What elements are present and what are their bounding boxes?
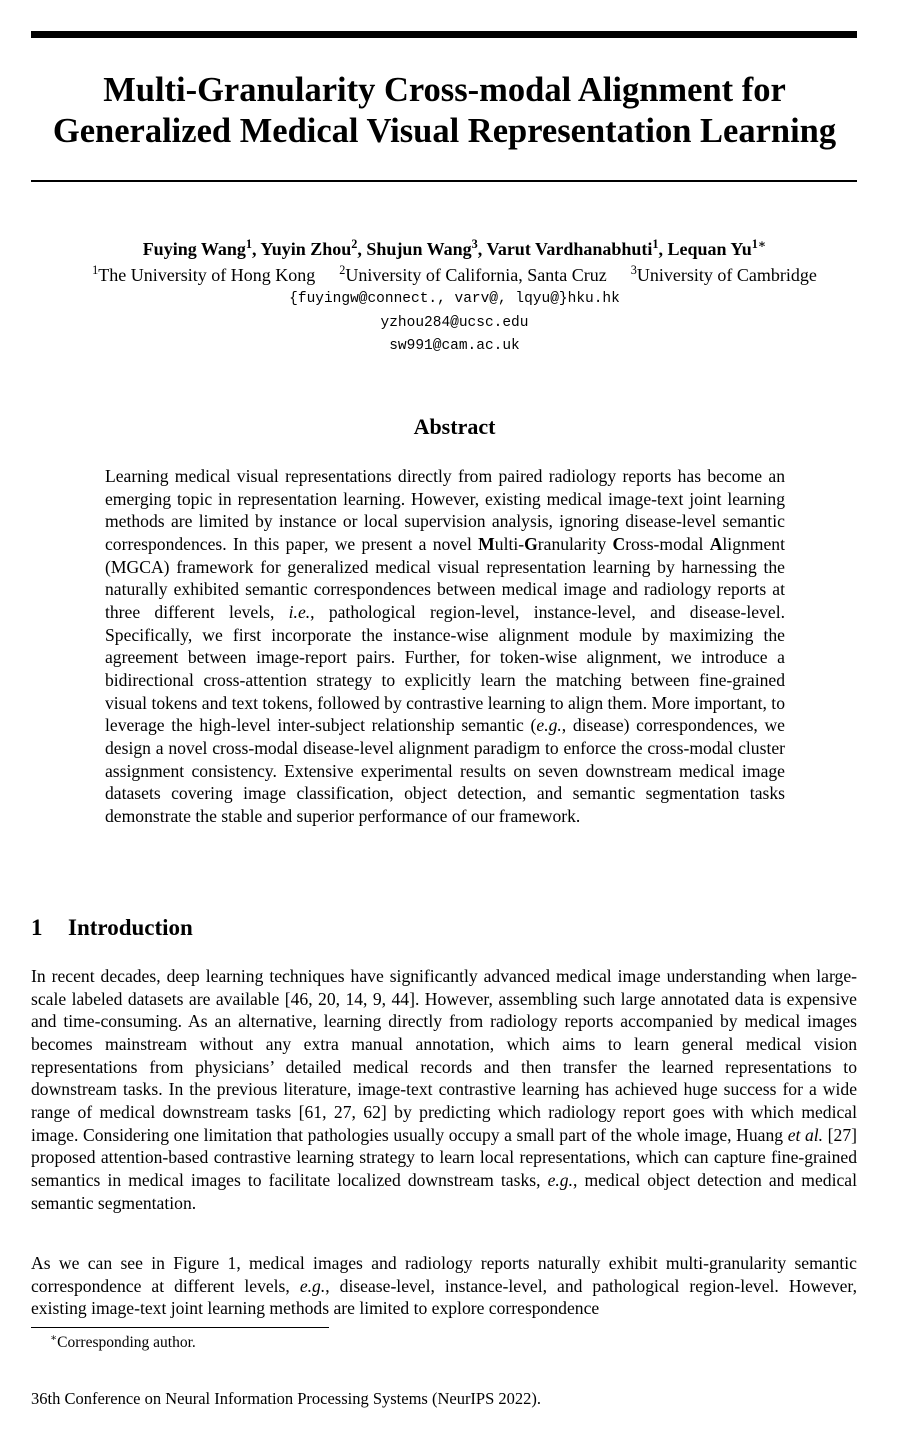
email-line: sw991@cam.ac.uk <box>389 338 520 354</box>
section-title: Introduction <box>68 915 193 940</box>
email-line: yzhou284@ucsc.edu <box>380 315 529 331</box>
footnote <box>50 1333 196 1353</box>
author-name: Shujun Wang <box>366 239 472 259</box>
affiliation-list <box>0 264 909 286</box>
author-affil-mark: 3 <box>471 237 478 251</box>
affiliation: $^2$University of California, Santa Cruz <box>339 263 607 285</box>
author-affil-mark: 1∗ <box>751 237 767 251</box>
author-affil-mark: 1 <box>652 237 659 251</box>
paragraph-text: As we can see in Figure 1, medical images and radiology reports naturally exhibit multi-granularity semantic correspondence at different levels, e.g., disease-level, instance-level, and pathological region-level. However, existing image-text joint learning methods are limited to explore correspondence <box>31 1253 857 1319</box>
title-bottom-rule <box>31 180 857 182</box>
author-affil-mark: 1 <box>245 237 253 251</box>
abstract-heading: Abstract <box>413 414 496 439</box>
venue-note: 36th Conference on Neural Information Processing Systems (NeurIPS 2022). <box>31 1389 542 1408</box>
author-name: Yuyin Zhou <box>260 239 352 259</box>
intro-paragraph-2 <box>31 1252 857 1320</box>
author-name: Varut Vardhanabhuti <box>486 239 653 259</box>
affiliation: $^1$The University of Hong Kong <box>92 263 316 285</box>
abstract-text: Learning medical visual representations directly from paired radiology reports has become an emerging topic in representation learning. However, existing medical image-text joint learning methods are limited by instance or local supervision analysis, ignoring disease-level semantic correspondences. In this paper, we present a novel Multi-Granularity Cross-modal Alignment (MGCA) framework for generalized medical visual representation learning by harnessing the naturally exhibited semantic correspondences between medical image and radiology reports at three different levels, i.e., pathological region-level, instance-level, and disease-level. Specifically, we first incorporate the instance-wise alignment module by maximizing the agreement between image-report pairs. Further, for token-wise alignment, we introduce a bidirectional cross-attention strategy to explicitly learn the matching between fine-grained visual tokens and text tokens, followed by contrastive learning to align them. More important, to leverage the high-level inter-subject relationship semantic (e.g., disease) correspondences, we design a novel cross-modal disease-level alignment paradigm to enforce the cross-modal cluster assignment consistency. Extensive experimental results on seven downstream medical image datasets covering image classification, object detection, and semantic segmentation tasks demonstrate the stable and superior performance of our framework. <box>105 466 785 826</box>
footnote-text: Corresponding author. <box>57 1334 196 1351</box>
author-affil-mark: 2 <box>351 237 358 251</box>
intro-paragraph-1 <box>31 965 857 1214</box>
footnote-mark: ∗ <box>50 1332 58 1344</box>
affiliation: $^3$University of Cambridge <box>630 263 817 285</box>
email-line: {fuyingw@connect., varv@, lqyu@}hku.hk <box>289 291 620 307</box>
author-list: Fuying Wang$^1$, Yuyin Zhou$^2$, Shujun Wang$^3$, Varut Vardhanabhuti$^1$, Lequan $Yu^{1∗}$ <box>142 237 767 259</box>
author-name: Lequan Yu <box>667 239 752 259</box>
footnote-rule <box>31 1327 329 1328</box>
paper-title: Multi-Granularity Cross-modal Alignment for Generalized Medical Visual Representation Learning <box>52 71 837 150</box>
section-heading <box>31 914 193 942</box>
section-number: 1 <box>31 915 43 940</box>
author-name: Fuying Wang <box>142 239 246 259</box>
abstract-body <box>105 465 785 828</box>
paragraph-text: In recent decades, deep learning techniques have significantly advanced medical image understanding when large-scale labeled datasets are available [46, 20, 14, 9, 44]. However, assembling such large annotated data is expensive and time-consuming. As an alternative, learning directly from radiology reports accompanied by medical images becomes mainstream without any extra manual annotation, which aims to learn general medical vision representations from physicians’ detailed medical records and then transfer the learned representations to downstream tasks. In the previous literature, image-text contrastive learning has achieved huge success for a wide range of medical downstream tasks [61, 27, 62] by predicting which radiology report goes with which medical image. Considering one limitation that pathologies usually occupy a small part of the whole image, Huang et al. [27] proposed attention-based contrastive learning strategy to learn local representations, which can capture fine-grained semantics in medical images to facilitate localized downstream tasks, e.g., medical object detection and medical semantic segmentation. <box>31 966 857 1213</box>
top-rule <box>31 31 857 38</box>
